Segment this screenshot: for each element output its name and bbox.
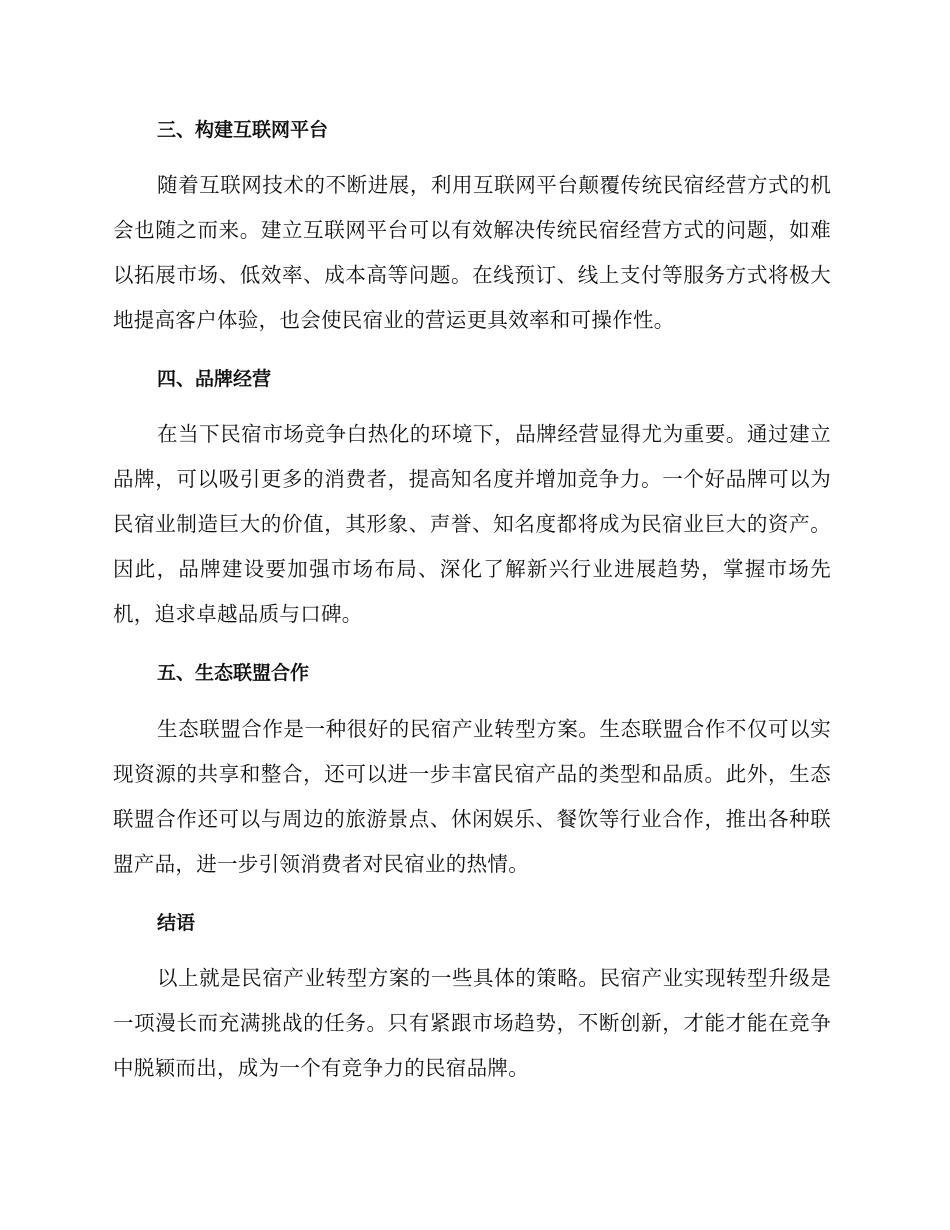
section-paragraph-eco-alliance: 生态联盟合作是一种很好的民宿产业转型方案。生态联盟合作不仅可以实现资源的共享和整合，还可以进一步丰富民宿产品的类型和品质。此外，生态联盟合作还可以与周边的旅游景点、休闲娱乐、餐饮等行业合作，推出各种联盟产品，进一步引领消费者对民宿业的热情。 bbox=[113, 717, 831, 876]
section-paragraph-internet-platform: 随着互联网技术的不断进展，利用互联网平台颠覆传统民宿经营方式的机会也随之而来。建立互联网平台可以有效解决传统民宿经营方式的问题，如难以拓展市场、低效率、成本高等问题。在线预订、线上支付等服务方式将极大地提高客户体验，也会使民宿业的营运更具效率和可操作性。 bbox=[113, 173, 831, 332]
section-paragraph-brand-operation: 在当下民宿市场竞争白热化的环境下，品牌经营显得尤为重要。通过建立品牌，可以吸引更多的消费者，提高知名度并增加竞争力。一个好品牌可以为民宿业制造巨大的价值，其形象、声誉、知名度都将成为民宿业巨大的资产。因此，品牌建设要加强市场布局、深化了解新兴行业进展趋势，掌握市场先机，追求卓越品质与口碑。 bbox=[113, 422, 831, 626]
section-heading-internet-platform: 三、构建互联网平台 bbox=[157, 119, 329, 141]
section-heading-brand-operation: 四、品牌经营 bbox=[157, 368, 272, 390]
section-paragraph-conclusion: 以上就是民宿产业转型方案的一些具体的策略。民宿产业实现转型升级是一项漫长而充满挑战的任务。只有紧跟市场趋势，不断创新，才能才能在竞争中脱颖而出，成为一个有竞争力的民宿品牌。 bbox=[113, 966, 831, 1080]
section-heading-eco-alliance: 五、生态联盟合作 bbox=[157, 662, 310, 684]
section-heading-conclusion: 结语 bbox=[157, 912, 196, 934]
